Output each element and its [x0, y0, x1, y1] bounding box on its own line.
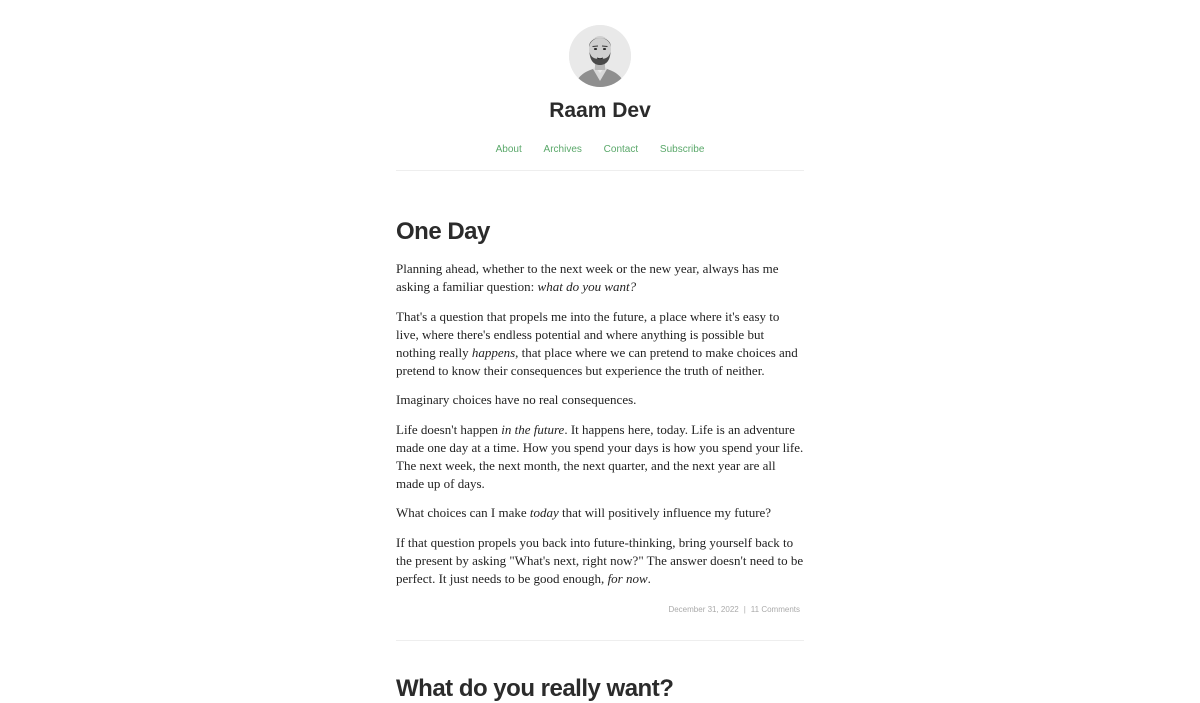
post-comments-link[interactable]: 11 Comments	[750, 604, 800, 614]
post-meta	[396, 605, 804, 614]
main-nav	[396, 144, 804, 156]
site-title[interactable]: Raam Dev	[549, 99, 651, 122]
emphasis-text: today	[529, 505, 559, 520]
paragraph-text: Life doesn't happen	[396, 421, 502, 437]
site-header	[396, 0, 804, 171]
blog-post	[396, 171, 804, 641]
post-paragraph	[396, 504, 804, 522]
meta-separator: |	[743, 604, 746, 614]
nav-link-archives[interactable]: Archives	[543, 144, 582, 155]
paragraph-text: What choices can I make	[396, 505, 530, 520]
post-paragraph	[396, 391, 804, 409]
nav-link-about[interactable]: About	[495, 144, 522, 155]
paragraph-text: . It happens here, today. Life is an adventure made one day at a time. How you spend your days is how you spend your life. The next week, the next month, the next quarter, and the next year are all made up of days.	[396, 421, 804, 491]
page-container	[396, 0, 804, 703]
emphasis-text: in the future	[501, 421, 565, 437]
post-paragraph	[396, 260, 804, 296]
nav-link-contact[interactable]: Contact	[603, 144, 639, 155]
post-body	[396, 260, 804, 588]
author-avatar[interactable]	[569, 25, 631, 87]
post-title[interactable]: One Day	[396, 218, 490, 245]
paragraph-text: that will positively influence my future?	[558, 505, 772, 520]
paragraph-text: Imaginary choices have no real consequences.	[396, 392, 637, 407]
emphasis-text: for now	[607, 570, 648, 586]
emphasis-text: happens	[471, 344, 516, 360]
post-date[interactable]: December 31, 2022	[668, 604, 739, 614]
next-post-title[interactable]: What do you really want?	[396, 674, 674, 702]
paragraph-text: If that question propels you back into future-thinking, bring yourself back to the present by asking "What's next, right now?" The answer doesn't need to be perfect. It just needs to be good enough,	[396, 534, 804, 586]
paragraph-text: Planning ahead, whether to the next week or the new year, always has me asking a familiar question:	[396, 261, 779, 294]
post-paragraph	[396, 308, 804, 380]
paragraph-text: .	[647, 570, 651, 586]
paragraph-text: , that place where we can pretend to make choices and pretend to know their consequences but experience the truth of neither.	[396, 344, 798, 378]
emphasis-text: what do you want?	[537, 279, 637, 294]
post-paragraph	[396, 534, 804, 588]
nav-link-subscribe[interactable]: Subscribe	[659, 144, 705, 155]
post-paragraph	[396, 421, 804, 493]
paragraph-text: That's a question that propels me into the future, a place where it's easy to live, where there's endless potential and where anything is possible but nothing really	[396, 308, 780, 360]
avatar-portrait-icon	[569, 25, 631, 87]
